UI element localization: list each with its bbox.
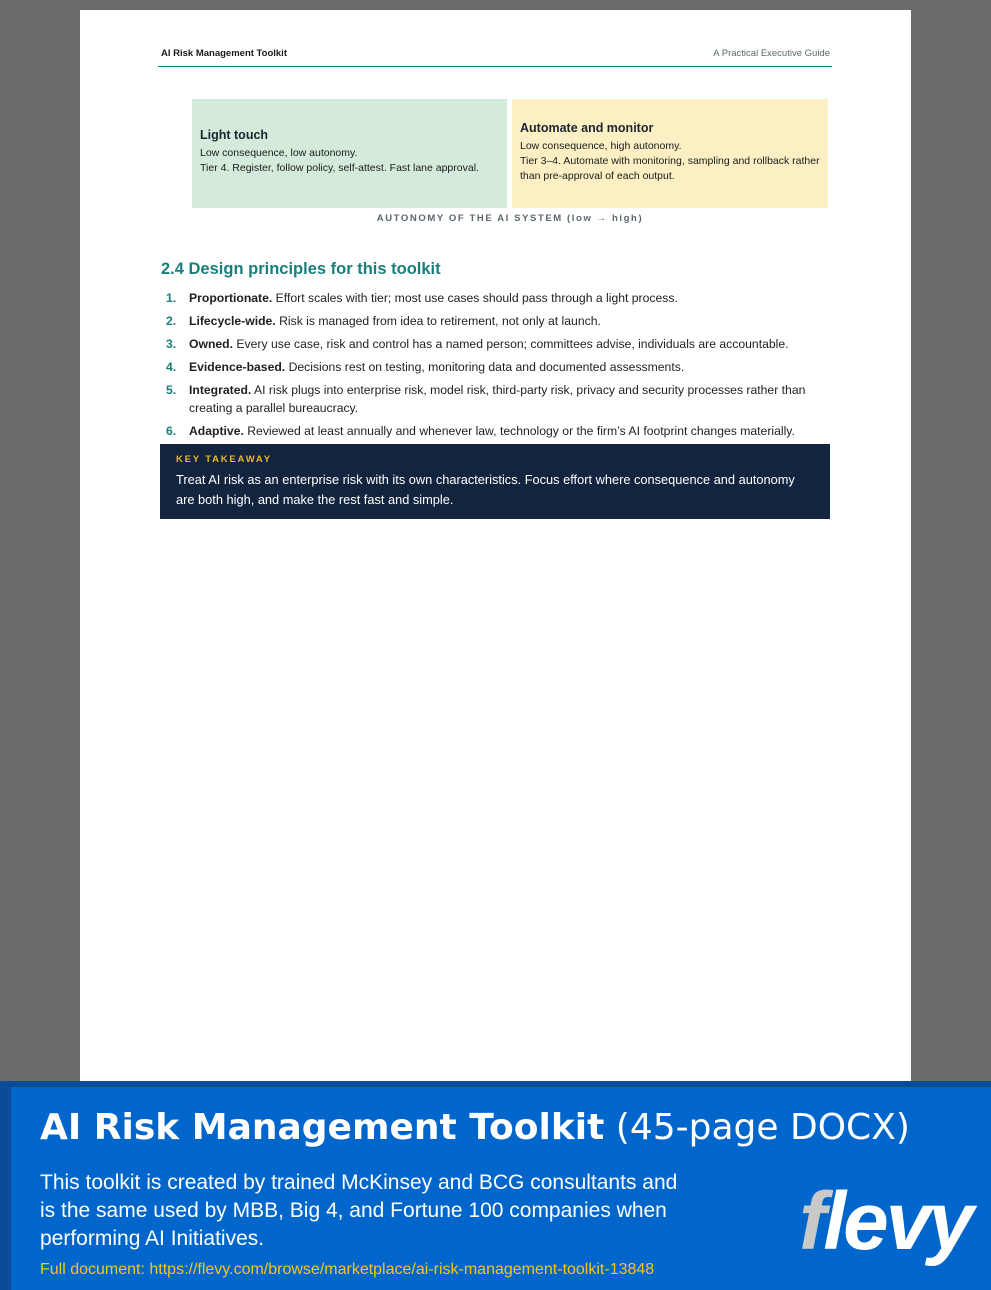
- document-page: [80, 10, 911, 1081]
- principle-term: Proportionate.: [189, 291, 273, 305]
- matrix-quadrant-light-touch: [192, 99, 507, 208]
- principle-term: Owned.: [189, 337, 234, 351]
- principles-list: [161, 289, 833, 445]
- list-item: [161, 381, 833, 417]
- list-item: [161, 289, 833, 307]
- list-number: 3.: [166, 337, 177, 351]
- principle-term: Integrated.: [189, 383, 252, 397]
- logo-letter-f: f: [799, 1176, 824, 1267]
- quadrant-title: Light touch: [200, 128, 269, 142]
- principle-term: Adaptive.: [189, 424, 244, 438]
- quadrant-title: Automate and monitor: [520, 121, 654, 135]
- list-item: [161, 335, 833, 353]
- principle-text: Every use case, risk and control has a named person; committees advise, individuals are accountable.: [233, 337, 789, 351]
- running-header-title: AI Risk Management Toolkit: [161, 48, 287, 59]
- takeaway-text: Treat AI risk as an enterprise risk with its own characteristics. Focus effort where consequence and autonomy are both high, and make the rest fast and simple.: [176, 472, 795, 507]
- flevy-logo[interactable]: [799, 1175, 971, 1269]
- banner-description: This toolkit is created by trained McKinsey and BCG consultants and is the same used by MBB, Big 4, and Fortune 100 companies when performing AI Initiatives.: [40, 1171, 678, 1250]
- matrix-quadrant-automate-monitor: [512, 99, 828, 208]
- list-item: [161, 358, 833, 376]
- full-document-link[interactable]: Full document: https://flevy.com/browse/marketplace/ai-risk-management-toolkit-13848: [40, 1261, 655, 1278]
- promo-banner: [0, 1081, 991, 1290]
- banner-title-format: (45-page DOCX): [604, 1107, 910, 1148]
- quadrant-description: Low consequence, low autonomy.: [200, 147, 358, 159]
- list-number: 1.: [166, 291, 177, 305]
- banner-title-main: AI Risk Management Toolkit: [40, 1107, 605, 1148]
- quadrant-detail: Tier 3–4. Automate with monitoring, sampling and rollback rather than pre-approval of each output.: [520, 155, 820, 182]
- section-heading: 2.4 Design principles for this toolkit: [161, 260, 441, 278]
- quadrant-detail: Tier 4. Register, follow policy, self-attest. Fast lane approval.: [200, 162, 479, 174]
- principle-text: Risk is managed from idea to retirement, not only at launch.: [275, 314, 601, 328]
- header-divider: [158, 66, 832, 67]
- list-item: [161, 312, 833, 330]
- list-number: 2.: [166, 314, 177, 328]
- principle-term: Evidence-based.: [189, 360, 286, 374]
- takeaway-label: KEY TAKEAWAY: [176, 454, 272, 465]
- list-number: 5.: [166, 383, 177, 397]
- principle-term: Lifecycle-wide.: [189, 314, 276, 328]
- principle-text: Reviewed at least annually and whenever law, technology or the firm’s AI footprint changes materially.: [243, 424, 795, 438]
- quadrant-description: Low consequence, high autonomy.: [520, 140, 682, 152]
- key-takeaway-box: [160, 444, 830, 519]
- principle-text: Effort scales with tier; most use cases should pass through a light process.: [272, 291, 678, 305]
- running-header-subtitle: A Practical Executive Guide: [713, 48, 830, 59]
- list-number: 6.: [166, 424, 177, 438]
- banner-title: [40, 1107, 910, 1148]
- matrix-axis-label: AUTONOMY OF THE AI SYSTEM (low → high): [376, 213, 644, 224]
- list-number: 4.: [166, 360, 177, 374]
- principle-text: AI risk plugs into enterprise risk, model risk, third-party risk, privacy and security processes rather than creating a parallel bureaucracy.: [189, 383, 806, 415]
- logo-letters: levy: [823, 1176, 971, 1267]
- list-item: [161, 422, 833, 440]
- principle-text: Decisions rest on testing, monitoring data and documented assessments.: [285, 360, 685, 374]
